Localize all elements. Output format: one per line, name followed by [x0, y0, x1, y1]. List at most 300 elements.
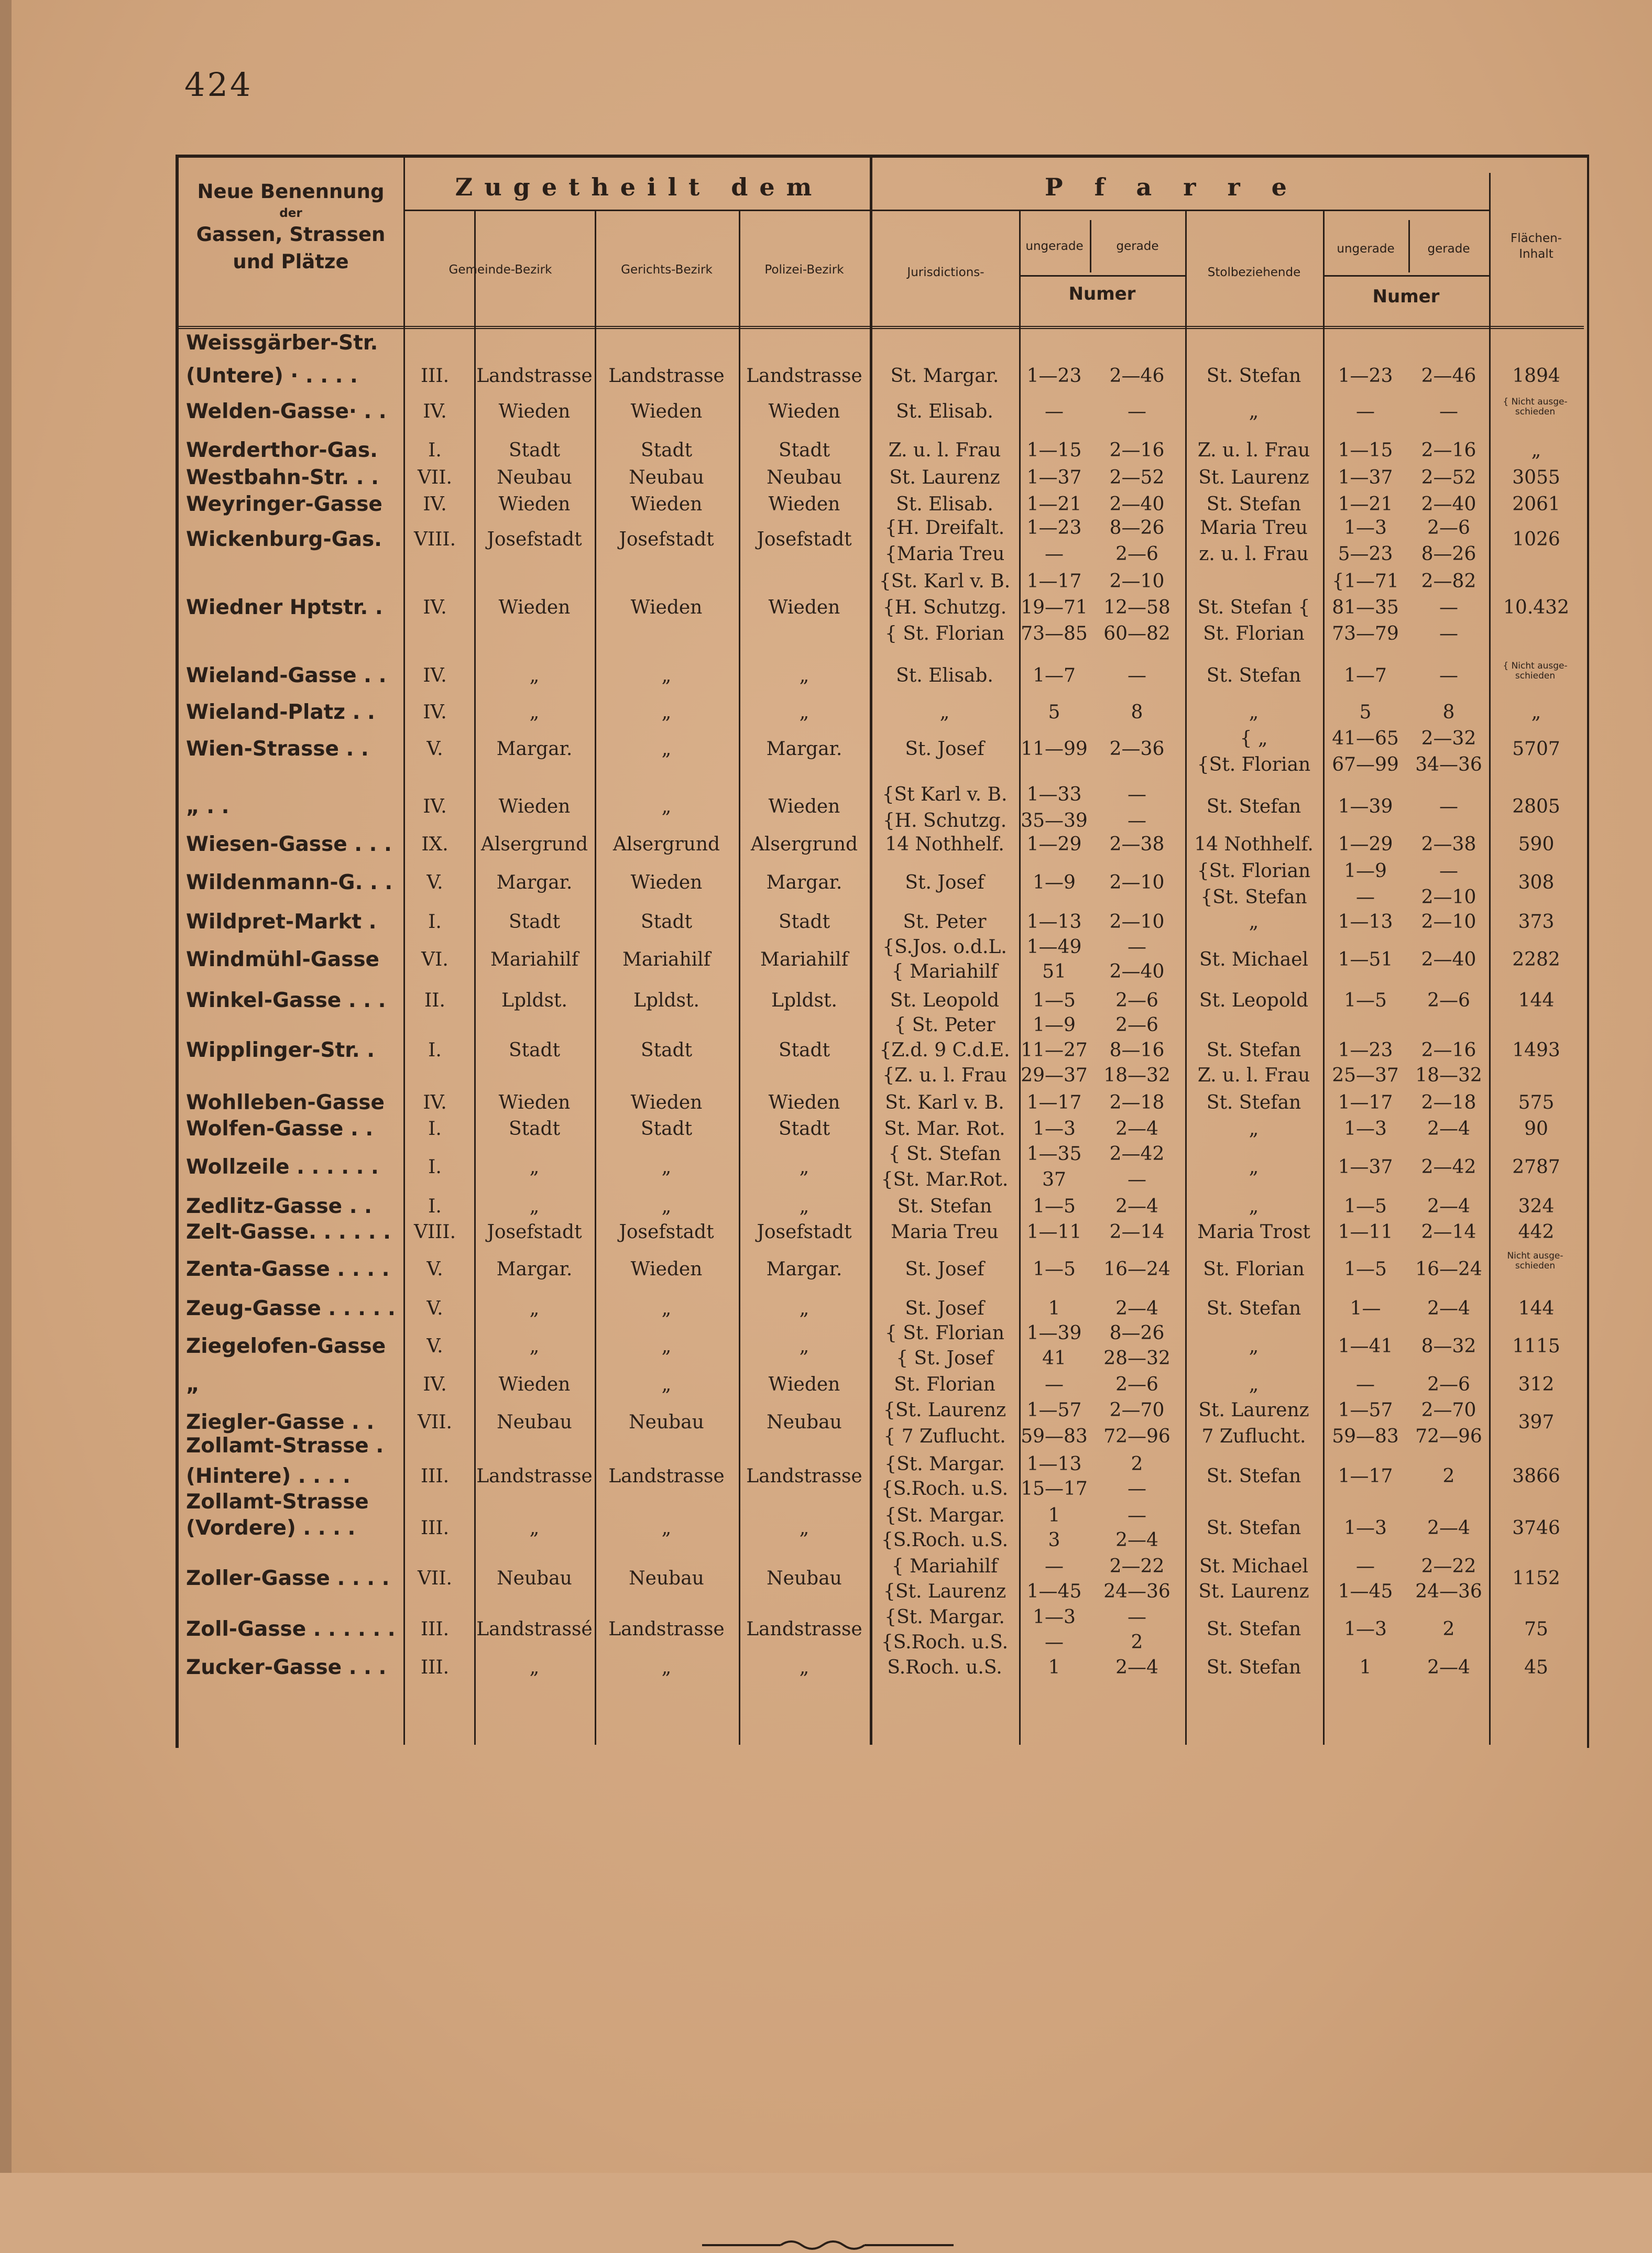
cell-sg: 2—6	[1427, 517, 1470, 539]
cell-j: Z. u. l. Frau	[888, 440, 1001, 461]
cell-sg: 2—32	[1421, 728, 1476, 749]
cell-u: 1—39	[1026, 1322, 1082, 1344]
cell-j: S.Roch. u.S.	[887, 1657, 1002, 1678]
cell-name: Werderthor-Gas.	[186, 439, 378, 462]
cell-po: „	[799, 1517, 809, 1539]
cell-ge: „	[529, 1517, 540, 1539]
header-name-line: Neue Benennung	[197, 180, 385, 203]
cell-name: Weissgärber-Str.	[186, 331, 378, 355]
cell-po: Neubau	[767, 1568, 842, 1589]
cell-name: Wohlleben-Gasse	[186, 1091, 385, 1114]
cell-g: 2—52	[1109, 467, 1165, 488]
cell-po: Stadt	[778, 911, 830, 933]
cell-f: 1894	[1512, 365, 1560, 387]
cell-b: V.	[426, 1336, 443, 1357]
cell-g: 72—96	[1103, 1426, 1170, 1447]
header-ungerade-stol: ungerade	[1337, 242, 1395, 256]
cell-su: 1—45	[1338, 1581, 1393, 1602]
cell-f: 1026	[1512, 529, 1560, 550]
cell-sg: 2—16	[1421, 1040, 1476, 1061]
cell-b: V.	[426, 1259, 443, 1280]
cell-s: „	[1249, 702, 1259, 723]
cell-sg: 8	[1442, 702, 1455, 723]
cell-su: 1—17	[1338, 1092, 1393, 1113]
cell-po: Wieden	[768, 401, 840, 422]
cell-u: 37	[1042, 1169, 1066, 1190]
cell-g: 2—70	[1109, 1399, 1165, 1421]
cell-f: 144	[1518, 1298, 1555, 1319]
cell-s: „	[1249, 1196, 1259, 1217]
cell-b: III.	[420, 1657, 450, 1678]
cell-s: St. Laurenz	[1198, 1399, 1309, 1421]
cell-b: IV.	[423, 597, 447, 618]
cell-g: —	[1128, 936, 1146, 958]
cell-name: Zoller-Gasse . . . .	[186, 1567, 390, 1590]
cell-s: St. Laurenz	[1198, 467, 1309, 488]
cell-ge: Margar.	[496, 872, 573, 893]
cell-u: —	[1045, 1556, 1064, 1577]
cell-f: 397	[1518, 1412, 1555, 1433]
cell-sg: 2—38	[1421, 834, 1476, 855]
cell-s: „	[1249, 1118, 1259, 1140]
cell-j: { St. Stefan	[888, 1143, 1001, 1165]
cell-name: Wiedner Hptstr. .	[186, 596, 383, 619]
cell-po: Landstrasse	[746, 365, 862, 387]
cell-name: Wolfen-Gasse . .	[186, 1117, 374, 1141]
cell-su: 1—3	[1344, 517, 1387, 539]
col-rule	[1489, 173, 1491, 1745]
cell-ge: Wieden	[498, 401, 571, 422]
cell-name: Wickenburg-Gas.	[186, 528, 382, 551]
cell-f: 45	[1524, 1657, 1548, 1678]
header-stol: Stolbeziehende	[1207, 266, 1301, 279]
cell-u: 1—7	[1033, 665, 1076, 686]
cell-j: { St. Peter	[894, 1014, 995, 1036]
cell-name: Zenta-Gasse . . . .	[186, 1257, 390, 1281]
cell-s: 14 Nothhelf.	[1194, 834, 1314, 855]
cell-ge: Wieden	[498, 494, 571, 515]
cell-g: —	[1128, 1606, 1146, 1628]
cell-ge: Wieden	[498, 796, 571, 817]
cell-u: 1—9	[1033, 872, 1076, 893]
cell-ge: Stadt	[508, 911, 561, 933]
header-gerade: gerade	[1116, 239, 1159, 253]
cell-ge: Margar.	[496, 1259, 573, 1280]
cell-u: 73—85	[1021, 623, 1088, 644]
cell-sg: 2—10	[1421, 911, 1476, 933]
cell-u: 1—5	[1033, 1259, 1076, 1280]
cell-su: 1—29	[1338, 834, 1393, 855]
cell-ge: Mariahilf	[490, 949, 579, 970]
cell-s: St. Stefan	[1206, 494, 1301, 515]
cell-b: VII.	[418, 467, 452, 488]
cell-b: III.	[420, 365, 450, 387]
col-rule	[739, 210, 740, 1745]
cell-g: —	[1128, 1478, 1146, 1500]
cell-g: 2—4	[1115, 1298, 1158, 1319]
cell-g: 12—58	[1103, 597, 1170, 618]
cell-po: „	[799, 1298, 809, 1319]
cell-f: „	[1531, 440, 1541, 461]
cell-po: Alsergrund	[750, 834, 858, 855]
cell-s: St. Stefan	[1206, 1618, 1301, 1640]
cell-g: 2—40	[1109, 961, 1165, 982]
cell-j: {St. Karl v. B.	[879, 571, 1011, 592]
cell-po: Stadt	[778, 440, 830, 461]
cell-u: 1—33	[1026, 784, 1082, 805]
cell-su: 1—57	[1338, 1399, 1393, 1421]
cell-s: „	[1249, 911, 1259, 933]
cell-gr: Neubau	[629, 467, 704, 488]
cell-gr: Alsergrund	[612, 834, 720, 855]
cell-sg: 2	[1442, 1618, 1455, 1640]
cell-su: 81—35	[1332, 597, 1399, 618]
cell-sg: 2—42	[1421, 1156, 1476, 1178]
cell-ge: Wieden	[498, 1374, 571, 1395]
cell-gr: Josefstadt	[619, 529, 714, 550]
cell-j: {S.Jos. o.d.L.	[882, 936, 1007, 958]
cell-po: Mariahilf	[760, 949, 849, 970]
cell-sg: 16—24	[1415, 1259, 1482, 1280]
cell-s: St. Stefan	[1206, 1465, 1301, 1487]
cell-u: 1—5	[1033, 1196, 1076, 1217]
header-gerade-stol: gerade	[1427, 242, 1470, 256]
cell-s: „	[1249, 401, 1259, 422]
cell-gr: „	[661, 1517, 672, 1539]
cell-gr: Wieden	[630, 1092, 703, 1113]
cell-g: —	[1128, 810, 1146, 832]
cell-su: 1—13	[1338, 911, 1393, 933]
cell-name: Wieland-Platz . .	[186, 701, 375, 724]
cell-g: 2—36	[1109, 738, 1165, 760]
cell-j: St. Mar. Rot.	[884, 1118, 1005, 1140]
cell-name: Zollamt-Strasse .	[186, 1434, 384, 1458]
cell-u: 59—83	[1021, 1426, 1088, 1447]
cell-sg: 2—18	[1421, 1092, 1476, 1113]
cell-gr: „	[661, 738, 672, 760]
cell-po: „	[799, 1657, 809, 1678]
page-binding-edge	[0, 0, 12, 2173]
cell-u: 1—45	[1026, 1581, 1082, 1602]
cell-j: { Mariahilf	[891, 1556, 998, 1577]
cell-sg: 2	[1442, 1465, 1455, 1487]
cell-su: 5—23	[1338, 543, 1393, 565]
cell-sg: 2—40	[1421, 949, 1476, 970]
cell-s: z. u. l. Frau	[1199, 543, 1309, 565]
cell-j: {St. Mar.Rot.	[881, 1169, 1009, 1190]
cell-ge: Neubau	[497, 467, 572, 488]
cell-f: 2787	[1512, 1156, 1560, 1178]
cell-po: Margar.	[766, 872, 843, 893]
cell-f: 590	[1518, 834, 1555, 855]
cell-s: St. Stefan	[1206, 1298, 1301, 1319]
cell-g: 18—32	[1103, 1065, 1170, 1086]
cell-j: {S.Roch. u.S.	[881, 1529, 1009, 1551]
cell-ge: Neubau	[497, 1568, 572, 1589]
cell-gr: Wieden	[630, 1259, 703, 1280]
cell-name: Ziegelofen-Gasse	[186, 1335, 386, 1358]
col-rule	[1185, 210, 1187, 1745]
cell-f: 3866	[1512, 1465, 1560, 1487]
cell-su: 1—11	[1338, 1221, 1393, 1243]
cell-name: Westbahn-Str. . .	[186, 466, 379, 489]
cell-g: 2—4	[1115, 1196, 1158, 1217]
cell-f: 10.432	[1503, 597, 1569, 618]
cell-u: 1—21	[1026, 494, 1082, 515]
cell-s: Maria Treu	[1200, 517, 1308, 539]
cell-su: 1—5	[1344, 1259, 1387, 1280]
cell-g: 2—10	[1109, 911, 1165, 933]
cell-su: 25—37	[1332, 1065, 1399, 1086]
cell-b: III.	[420, 1517, 450, 1539]
cell-gr: Stadt	[640, 1118, 693, 1140]
cell-po: Landstrasse	[746, 1618, 862, 1640]
cell-f: 308	[1518, 872, 1555, 893]
cell-b: VIII.	[413, 529, 456, 550]
cell-s: St. Stefan	[1206, 1517, 1301, 1539]
cell-u: 1—9	[1033, 1014, 1076, 1036]
cell-g: 2—6	[1115, 1374, 1158, 1395]
cell-j: { St. Josef	[896, 1348, 993, 1369]
cell-s: Z. u. l. Frau	[1197, 1065, 1310, 1086]
cell-j: {S.Roch. u.S.	[881, 1632, 1009, 1653]
cell-g: —	[1128, 1169, 1146, 1190]
cell-gr: „	[661, 702, 672, 723]
cell-gr: Neubau	[629, 1412, 704, 1433]
cell-name: Ziegler-Gasse . .	[186, 1410, 375, 1434]
cell-u: 1—17	[1026, 1092, 1082, 1113]
cell-u: 15—17	[1021, 1478, 1088, 1500]
cell-sg: —	[1439, 665, 1458, 686]
cell-f: 1152	[1512, 1568, 1560, 1589]
cell-ge: Neubau	[497, 1412, 572, 1433]
cell-po: Wieden	[768, 597, 840, 618]
cell-name: (Hintere) . . . .	[186, 1464, 351, 1488]
cell-b: IV.	[423, 1374, 447, 1395]
cell-j: {St. Margar.	[884, 1505, 1005, 1526]
cell-name: Wildpret-Markt .	[186, 910, 377, 934]
cell-sg: 2—82	[1421, 571, 1476, 592]
cell-name: Zedlitz-Gasse . .	[186, 1195, 372, 1218]
cell-name: Zucker-Gasse . . .	[186, 1656, 387, 1679]
cell-u: 29—37	[1021, 1065, 1088, 1086]
cell-j: { Mariahilf	[891, 961, 998, 982]
cell-g: 24—36	[1103, 1581, 1170, 1602]
cell-b: I.	[428, 911, 442, 933]
cell-s: St. Stefan {	[1197, 597, 1310, 618]
cell-ge: Lpldst.	[501, 990, 567, 1011]
cell-sg: 72—96	[1415, 1426, 1482, 1447]
cell-f: 2805	[1512, 796, 1560, 817]
cell-su: 1—51	[1338, 949, 1393, 970]
cell-ge: „	[529, 665, 540, 686]
cell-su: 1—3	[1344, 1517, 1387, 1539]
cell-f: 575	[1518, 1092, 1555, 1113]
cell-sg: 2—6	[1427, 1374, 1470, 1395]
cell-su: 1—5	[1344, 1196, 1387, 1217]
cell-po: „	[799, 665, 809, 686]
cell-j: { 7 Zuflucht.	[883, 1426, 1006, 1447]
cell-j: {St Karl v. B.	[882, 784, 1008, 805]
cell-g: 2—46	[1109, 365, 1165, 387]
cell-name: Zeug-Gasse . . . . .	[186, 1297, 396, 1320]
cell-b: I.	[428, 1040, 442, 1061]
cell-sg: 2—10	[1421, 887, 1476, 908]
cell-su: —	[1356, 1374, 1375, 1395]
cell-po: Wieden	[768, 796, 840, 817]
cell-f: 1493	[1512, 1040, 1560, 1061]
cell-g: 16—24	[1103, 1259, 1170, 1280]
cell-j: {H. Schutzg.	[882, 597, 1007, 618]
cell-j: „	[939, 702, 950, 723]
cell-u: 1—23	[1026, 517, 1082, 539]
cell-su: 1—23	[1338, 1040, 1393, 1061]
cell-sg: 2—52	[1421, 467, 1476, 488]
cell-g: 2	[1131, 1632, 1143, 1653]
cell-su: 1—37	[1338, 467, 1393, 488]
cell-j: {St. Margar.	[884, 1453, 1005, 1475]
cell-u: 1—13	[1026, 911, 1082, 933]
cell-u: 1—49	[1026, 936, 1082, 958]
cell-su: {1—71	[1332, 571, 1399, 592]
cell-j: St. Elisab.	[896, 665, 993, 686]
numer-rule	[1019, 275, 1185, 277]
cell-b: VII.	[418, 1568, 452, 1589]
cell-f: 312	[1518, 1374, 1555, 1395]
cell-u: 5	[1048, 702, 1060, 723]
cell-j: St. Josef	[905, 872, 984, 893]
cell-po: Neubau	[767, 1412, 842, 1433]
cell-gr: Landstrasse	[608, 365, 725, 387]
cell-s: {St. Florian	[1197, 860, 1311, 882]
cell-gr: Wieden	[630, 872, 703, 893]
cell-name: Wieland-Gasse . .	[186, 664, 387, 687]
cell-gr: Stadt	[640, 911, 693, 933]
cell-name: Welden-Gasse· . .	[186, 400, 387, 423]
header-ungerade: ungerade	[1025, 239, 1084, 253]
cell-po: Stadt	[778, 1118, 830, 1140]
cell-po: „	[799, 702, 809, 723]
cell-gr: Wieden	[630, 597, 703, 618]
cell-name: Zoll-Gasse . . . . . .	[186, 1617, 396, 1641]
cell-gr: „	[661, 1374, 672, 1395]
cell-gr: Lpldst.	[633, 990, 699, 1011]
cell-u: 1	[1048, 1298, 1060, 1319]
cell-g: —	[1128, 1505, 1146, 1526]
cell-j: {St. Laurenz	[883, 1581, 1006, 1602]
cell-g: 2—14	[1109, 1221, 1165, 1243]
cell-gr: „	[661, 1156, 672, 1178]
cell-u: 19—71	[1021, 597, 1088, 618]
cell-sg: 2—4	[1427, 1298, 1470, 1319]
cell-gr: „	[661, 796, 672, 817]
cell-g: 2—22	[1109, 1556, 1165, 1577]
cell-name: Wildenmann-G. . .	[186, 871, 393, 894]
cell-name: Windmühl-Gasse	[186, 948, 379, 971]
cell-b: IV.	[423, 702, 447, 723]
cell-g: 2—38	[1109, 834, 1165, 855]
group-rule	[403, 210, 1489, 211]
cell-po: Margar.	[766, 1259, 843, 1280]
cell-po: Landstrasse	[746, 1465, 862, 1487]
header-name-line: der	[279, 206, 302, 220]
cell-f: „	[1531, 702, 1541, 723]
note-nicht-ausgeschieden: Nicht ausge-schieden	[1507, 1251, 1563, 1271]
col-rule	[595, 210, 596, 1745]
cell-u: 1	[1048, 1505, 1060, 1526]
cell-su: 1—21	[1338, 494, 1393, 515]
cell-s: St. Michael	[1199, 949, 1309, 970]
cell-name: Wiesen-Gasse . . .	[186, 833, 392, 856]
cell-su: 1—7	[1344, 665, 1387, 686]
cell-sg: 34—36	[1415, 754, 1482, 775]
cell-s: „	[1249, 1336, 1259, 1357]
cell-b: VIII.	[413, 1221, 456, 1243]
cell-b: II.	[424, 990, 445, 1011]
cell-sg: —	[1439, 401, 1458, 422]
cell-sg: —	[1439, 597, 1458, 618]
cell-f: 324	[1518, 1196, 1555, 1217]
cell-j: {St. Margar.	[884, 1606, 1005, 1628]
cell-s: „	[1249, 1156, 1259, 1178]
page-number: 424	[184, 65, 253, 104]
cell-gr: „	[661, 665, 672, 686]
cell-ge: Landstrasse	[476, 365, 593, 387]
cell-u: 1—15	[1026, 440, 1082, 461]
cell-b: I.	[428, 1118, 442, 1140]
cell-s: St. Stefan	[1206, 365, 1301, 387]
cell-gr: Wieden	[630, 401, 703, 422]
cell-u: —	[1045, 1374, 1064, 1395]
cell-gr: „	[661, 1298, 672, 1319]
cell-gr: Mariahilf	[622, 949, 711, 970]
cell-sg: 8—32	[1421, 1336, 1476, 1357]
cell-sg: 2—4	[1427, 1118, 1470, 1140]
cell-s: 7 Zuflucht.	[1201, 1426, 1306, 1447]
cell-g: 2—42	[1109, 1143, 1165, 1165]
cell-b: VI.	[421, 949, 448, 970]
col-rule	[1323, 210, 1325, 1745]
cell-b: V.	[426, 1298, 443, 1319]
cell-sg: 24—36	[1415, 1581, 1482, 1602]
header-gericht: Gerichts-Bezirk	[621, 263, 713, 277]
cell-b: I.	[428, 1196, 442, 1217]
cell-u: 1—3	[1033, 1606, 1076, 1628]
cell-g: 2—18	[1109, 1092, 1165, 1113]
cell-b: V.	[426, 872, 443, 893]
cell-su: 1—41	[1338, 1336, 1393, 1357]
cell-u: 1—17	[1026, 571, 1082, 592]
cell-su: 1—17	[1338, 1465, 1393, 1487]
cell-b: IX.	[421, 834, 448, 855]
cell-f: 1115	[1512, 1336, 1560, 1357]
cell-g: 2—6	[1115, 990, 1158, 1011]
cell-po: Josefstadt	[757, 1221, 852, 1243]
cell-ge: „	[529, 1298, 540, 1319]
cell-u: 1—13	[1026, 1453, 1082, 1475]
cell-name: Zelt-Gasse. . . . . .	[186, 1220, 391, 1244]
cell-ge: „	[529, 1657, 540, 1678]
cell-po: Stadt	[778, 1040, 830, 1061]
cell-j: St. Margar.	[890, 365, 999, 387]
cell-b: IV.	[423, 796, 447, 817]
cell-u: 35—39	[1021, 810, 1088, 832]
cell-s: Z. u. l. Frau	[1197, 440, 1310, 461]
cell-u: 51	[1042, 961, 1066, 982]
cell-su: 5	[1359, 702, 1372, 723]
cell-u: 1—57	[1026, 1399, 1082, 1421]
cell-su: —	[1356, 401, 1375, 422]
